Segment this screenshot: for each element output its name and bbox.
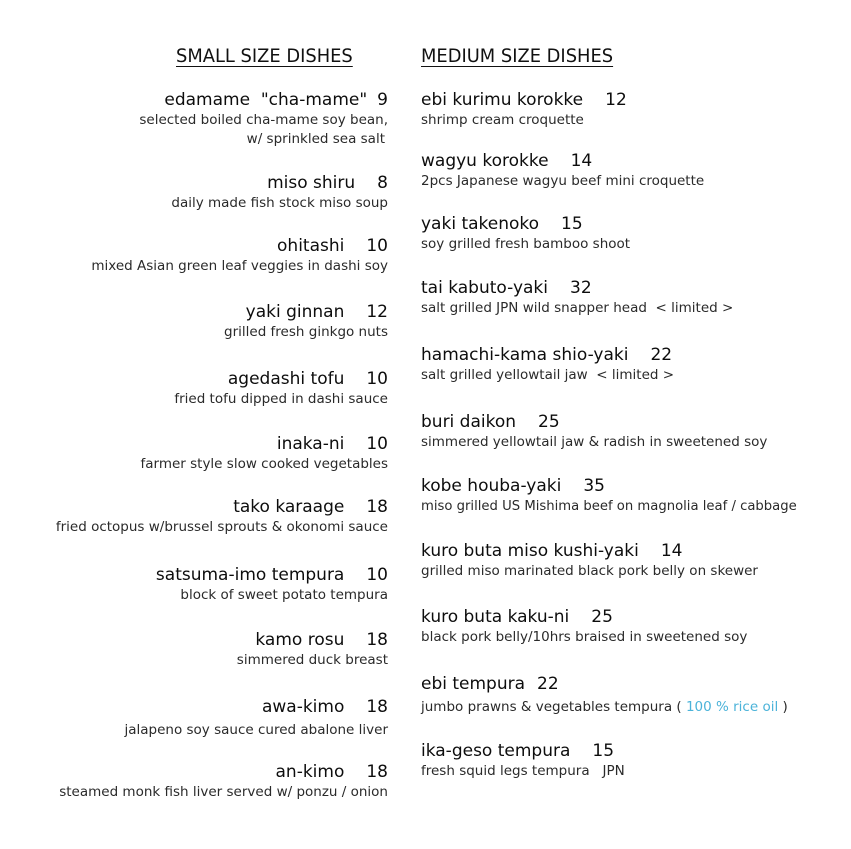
dish-price: 12	[366, 302, 388, 322]
dish-price: 8	[377, 173, 388, 193]
dish-description: miso grilled US Mishima beef on magnolia leaf / cabbage	[421, 499, 797, 514]
menu-item	[139, 90, 388, 149]
dish-name: ika-geso tempura	[421, 741, 571, 761]
dish-name: an-kimo	[275, 762, 345, 782]
menu-item	[124, 697, 388, 740]
dish-name: inaka-ni	[276, 434, 345, 454]
dish-price: 18	[366, 762, 388, 782]
dish-name: hamachi-kama shio-yaki	[421, 345, 629, 365]
dish-price: 15	[561, 214, 583, 234]
menu-item	[421, 541, 758, 581]
dish-name: kuro buta miso kushi-yaki	[421, 541, 639, 561]
dish-price: 22	[650, 345, 673, 365]
dish-description: selected boiled cha-mame soy bean,	[139, 112, 388, 128]
dish-price: 9	[377, 90, 388, 110]
dish-price: 25	[538, 412, 560, 432]
menu-item	[237, 630, 388, 670]
dish-price: 10	[366, 565, 388, 585]
small-dishes-title: SMALL SIZE DISHES	[176, 45, 353, 67]
medium-dishes-title: MEDIUM SIZE DISHES	[421, 45, 614, 67]
dish-price: 32	[570, 278, 592, 298]
dish-price: 10	[366, 236, 388, 256]
dish-description: black pork belly/10hrs braised in sweetened soy	[421, 629, 748, 645]
dish-price: 14	[660, 541, 683, 561]
menu-item	[59, 762, 388, 802]
dish-name: satsuma-imo tempura	[155, 565, 345, 585]
dish-name: tai kabuto-yaki	[421, 278, 549, 298]
dish-description: steamed monk fish liver served w/ ponzu / onion	[59, 784, 388, 800]
menu-item	[421, 214, 630, 254]
dish-description-end: )	[778, 699, 788, 715]
dish-price: 15	[592, 741, 615, 761]
dish-description: mixed Asian green leaf veggies in dashi soy	[91, 258, 388, 274]
dish-description: salt grilled yellowtail jaw < limited >	[421, 367, 675, 383]
dish-name: yaki takenoko	[421, 214, 540, 234]
menu-item	[421, 278, 733, 318]
dish-name: yaki ginnan	[245, 302, 345, 322]
dish-name: ebi tempura	[421, 674, 526, 694]
menu-item	[156, 565, 388, 605]
dish-name: kuro buta kaku-ni	[421, 607, 570, 627]
dish-price: 25	[591, 607, 613, 627]
dish-description: soy grilled fresh bamboo shoot	[421, 236, 631, 252]
dish-name: tako karaage	[233, 497, 345, 517]
menu-item	[171, 173, 388, 213]
dish-price: 18	[366, 497, 388, 517]
dish-price: 18	[366, 630, 388, 650]
dish-price: 22	[537, 674, 559, 694]
dish-name: kamo rosu	[255, 630, 345, 650]
dish-description: jalapeno soy sauce cured abalone liver	[124, 722, 388, 738]
dish-price: 35	[583, 476, 605, 496]
dish-description: w/ sprinkled sea salt	[246, 131, 385, 147]
dish-description: 2pcs Japanese wagyu beef mini croquette	[421, 173, 705, 189]
dish-description: daily made fish stock miso soup	[171, 195, 388, 211]
dish-description: farmer style slow cooked vegetables	[140, 456, 388, 472]
dish-name: ohitashi	[277, 236, 345, 256]
dish-description: fried tofu dipped in dashi sauce	[174, 391, 388, 407]
dish-description: jumbo prawns & vegetables tempura (	[421, 699, 686, 715]
dish-name: agedashi tofu	[227, 369, 345, 389]
dish-price: 10	[366, 434, 388, 454]
menu-item	[421, 607, 747, 647]
dish-price: 14	[570, 151, 593, 171]
menu-item	[56, 497, 388, 537]
dish-name: edamame "cha-mame"	[164, 90, 368, 110]
dish-description: grilled miso marinated black pork belly on skewer	[421, 563, 758, 579]
dish-description: shrimp cream croquette	[421, 112, 584, 128]
menu-item	[421, 412, 767, 452]
dish-name: ebi kurimu korokke	[421, 90, 584, 110]
dish-description: fried octopus w/brussel sprouts & okonomi sauce	[55, 519, 388, 535]
dish-description: simmered yellowtail jaw & radish in sweetened soy	[421, 434, 768, 450]
dish-description: fresh squid legs tempura JPN	[421, 763, 625, 779]
menu-item	[140, 434, 388, 474]
dish-name: wagyu korokke	[421, 151, 549, 171]
menu-item	[91, 236, 388, 276]
dish-description: block of sweet potato tempura	[180, 587, 388, 603]
menu-item	[421, 345, 674, 385]
menu-item	[421, 151, 704, 191]
menu-item	[224, 302, 388, 342]
dish-description: simmered duck breast	[236, 652, 388, 668]
dish-price: 12	[605, 90, 627, 110]
menu-item	[421, 476, 797, 516]
menu-item	[174, 369, 388, 409]
dish-price: 18	[366, 697, 388, 717]
dish-name: awa-kimo	[261, 697, 345, 717]
dish-description: grilled fresh ginkgo nuts	[224, 324, 388, 340]
menu-item	[421, 90, 627, 130]
dish-name: buri daikon	[421, 412, 517, 432]
menu-item	[421, 674, 788, 717]
menu-item	[421, 741, 625, 781]
dish-description: salt grilled JPN wild snapper head < limited >	[421, 300, 734, 316]
dish-name: miso shiru	[267, 173, 356, 193]
dish-name: kobe houba-yaki	[421, 476, 562, 496]
rice-oil-note: 100 % rice oil	[685, 699, 779, 715]
dish-price: 10	[366, 369, 388, 389]
